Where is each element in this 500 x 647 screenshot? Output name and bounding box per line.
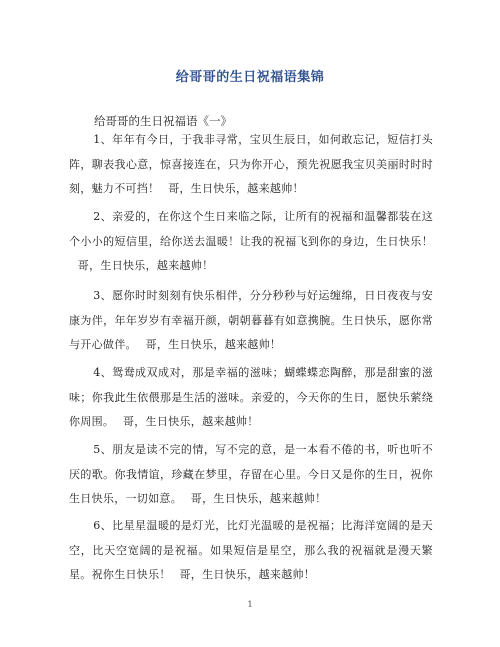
paragraph-greeting: 哥，生日快乐，越来越帅！ — [77, 259, 214, 272]
paragraph-text: 1、年年有今日，于我非寻常，宝贝生辰日，如何敢忘记，短信打头阵，聊表我心意，惊喜接连在，只为你开心，预先祝愿我宝贝美丽时时时刻，魅力不可挡！ — [69, 133, 433, 195]
paragraph-greeting: 哥，生日快乐，越来越帅！ — [179, 568, 316, 581]
paragraph-4 — [69, 361, 433, 435]
paragraph-text: 5、朋友是读不完的情，写不完的意，是一本看不倦的书，听也听不厌的歌。你我情谊，珍藏在梦里，存留在心里。今日又是你的生日，祝你生日快乐，一切如意。 — [69, 443, 433, 505]
paragraph-1 — [69, 128, 433, 202]
paragraph-3 — [69, 284, 433, 358]
paragraph-text: 6、比星星温暖的是灯光，比灯光温暖的是祝福；比海洋宽阔的是天空，比天空宽阔的是祝福。如果短信是星空，那么我的祝福就是漫天繁星。祝你生日快乐！ — [69, 519, 433, 581]
paragraph-text: 2、亲爱的，在你这个生日来临之际，让所有的祝福和温馨都装在这个小小的短信里，给你送去温暖！让我的祝福飞到你的身边，生日快乐！ — [69, 210, 433, 248]
paragraph-text: 4、鸳鸯成双成对，那是幸福的滋味；蝴蝶蝶恋陶醉，那是甜蜜的滋味；你我此生依偎那是生活的滋味。亲爱的，今天你的生日，愿快乐萦绕你周围。 — [69, 366, 433, 428]
paragraph-greeting: 哥，生日快乐，越来越帅！ — [190, 492, 327, 505]
paragraph-2 — [69, 205, 433, 279]
paragraph-5 — [69, 438, 433, 512]
document-title: 给哥哥的生日祝福语集锦 — [175, 70, 325, 85]
paragraph-greeting: 哥，生日快乐，越来越帅！ — [168, 182, 304, 195]
paragraph-greeting: 哥，生日快乐，越来越帅！ — [123, 415, 259, 428]
paragraph-greeting: 哥，生日快乐，越来越帅！ — [145, 338, 282, 351]
section-subtitle: 给哥哥的生日祝福语《一》 — [94, 114, 232, 128]
paragraph-6 — [69, 514, 433, 588]
paragraph-text: 3、愿你时时刻刻有快乐相伴，分分秒秒与好运缠绵，日日夜夜与安康为伴，年年岁岁有幸福开颜，朝朝暮暮有如意携腕。生日快乐，愿你常与开心做伴。 — [69, 289, 433, 351]
page-number: 1 — [247, 600, 253, 609]
